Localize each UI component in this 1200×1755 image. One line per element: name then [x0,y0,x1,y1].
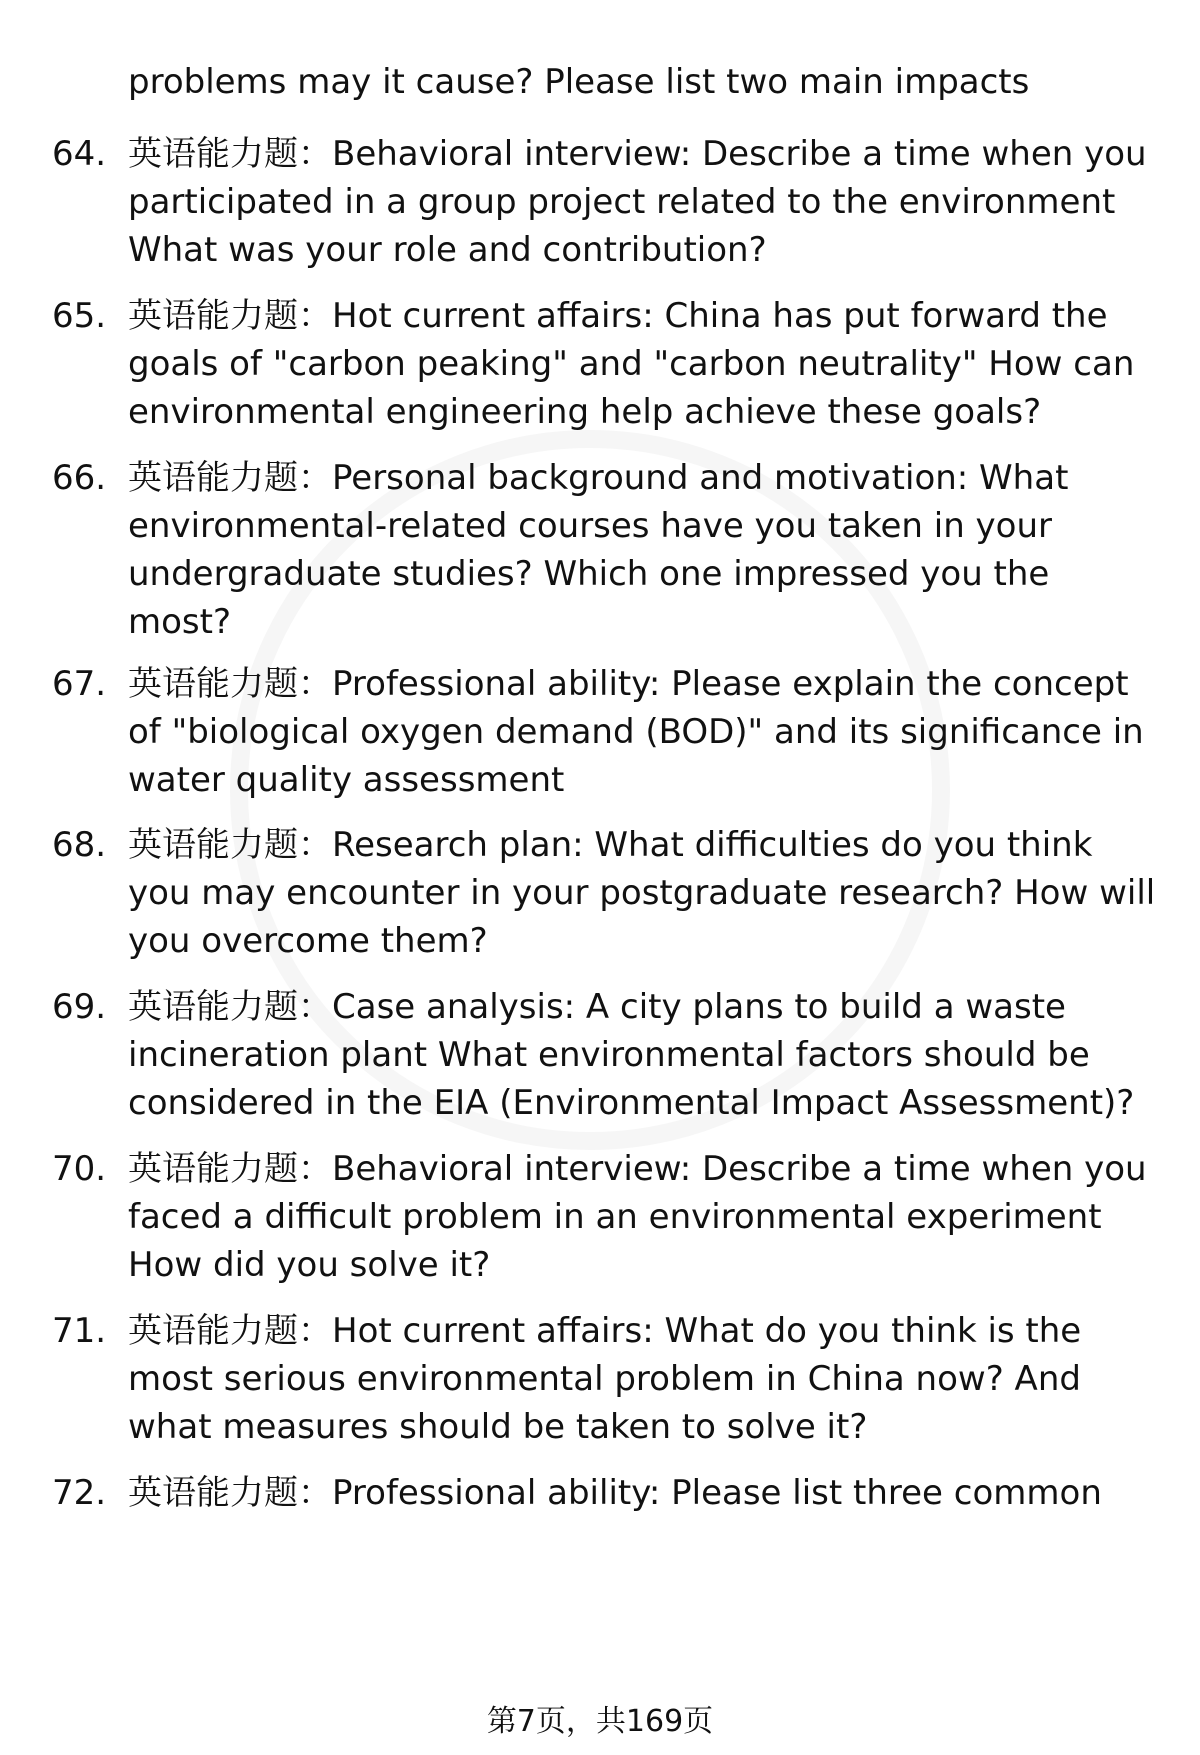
question-number: 68. [52,825,107,865]
question-text: 英语能力题：Professional ability: Please list three common [128,1473,1102,1513]
question-number: 72. [52,1473,107,1513]
question-item [52,130,1162,274]
question-number: 66. [52,458,107,498]
question-number: 69. [52,987,107,1027]
question-item [52,1145,1162,1289]
question-item [52,660,1162,804]
question-text: 英语能力题：Hot current affairs: What do you think is the most serious environmental problem in China now? And what measures should be taken to solve it? [128,1311,1082,1447]
question-number: 71. [52,1311,107,1351]
question-number: 70. [52,1149,107,1189]
question-text: 英语能力题：Behavioral interview: Describe a time when you participated in a group project related to the environment What was your role and contribution? [128,134,1147,270]
question-number: 67. [52,664,107,704]
question-number: 64. [52,134,107,174]
question-item [52,1469,1162,1517]
question-number: 65. [52,296,107,336]
question-text: 英语能力题：Hot current affairs: China has put forward the goals of "carbon peaking" and "carbon neutrality" How can environmental engineering help achieve these goals? [128,296,1135,432]
question-text: 英语能力题：Personal background and motivation: What environmental-related courses have you taken in your undergraduate studies? Which one impressed you the most? [128,458,1069,642]
question-item [52,821,1162,965]
question-text: 英语能力题：Professional ability: Please explain the concept of "biological oxygen demand (BOD)" and its significance in water quality assessment [128,664,1144,800]
page-footer: 第7页，共169页 [486,1704,714,1739]
question-item [52,983,1162,1127]
question-text: 英语能力题：Research plan: What difficulties do you think you may encounter in your postgraduate research? How will you overcome them? [128,825,1156,961]
question-item [52,1307,1162,1451]
question-text: 英语能力题：Case analysis: A city plans to build a waste incineration plant What environmental factors should be considered in the EIA (Environmental Impact Assessment)? [128,987,1135,1123]
question-item [52,292,1162,436]
continued-question-text: problems may it cause? Please list two main impacts [128,62,1030,102]
question-item [52,454,1162,646]
question-text: 英语能力题：Behavioral interview: Describe a time when you faced a difficult problem in an environmental experiment How did you solve it? [128,1149,1147,1285]
